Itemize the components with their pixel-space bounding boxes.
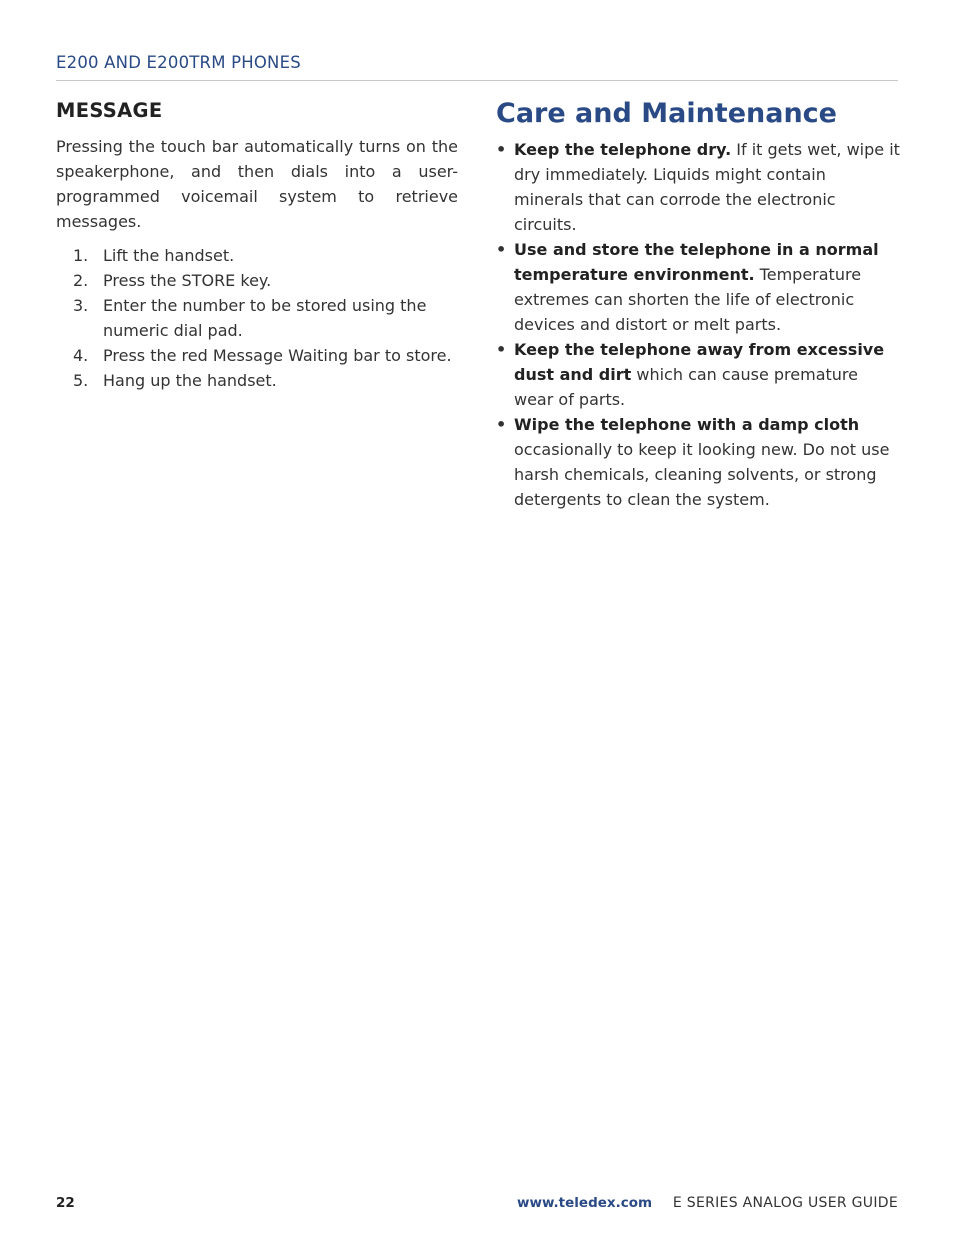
care-bullet-list (496, 137, 900, 512)
bullet-icon: • (496, 140, 507, 159)
header-divider (56, 80, 898, 81)
list-item (496, 237, 900, 337)
step-number: 4. (73, 346, 89, 365)
bullet-text: Temperature extremes can shorten the life of electronic devices and distort or melt parts. (514, 265, 862, 334)
message-intro: Pressing the touch bar automatically turns on the speakerphone, and then dials into a user-programmed voicemail system to retrieve messages. (56, 137, 458, 231)
care-heading: Care and Maintenance (496, 98, 837, 129)
step-number: 2. (73, 271, 89, 290)
bullet-text: If it gets wet, wipe it dry immediately. Liquids might contain minerals that can corrode the electronic circuits. (514, 140, 900, 234)
website-link[interactable]: www.teledex.com (517, 1195, 653, 1211)
list-item (56, 268, 458, 293)
list-item (496, 137, 900, 237)
message-steps-list (56, 243, 458, 393)
step-text: Press the STORE key. (103, 271, 272, 290)
bullet-icon: • (496, 240, 507, 259)
step-number: 1. (73, 246, 89, 265)
bullet-icon: • (496, 415, 507, 434)
list-item (56, 343, 458, 368)
bullet-lead: Wipe the telephone with a damp cloth (514, 415, 860, 434)
message-heading: MESSAGE (56, 99, 163, 122)
list-item (56, 293, 458, 343)
bullet-text: occasionally to keep it looking new. Do not use harsh chemicals, cleaning solvents, or strong detergents to clean the system. (514, 440, 890, 509)
step-text: Lift the handset. (103, 246, 235, 265)
message-section (56, 98, 458, 393)
bullet-text: which can cause premature wear of parts. (514, 365, 858, 409)
step-text: Hang up the handset. (103, 371, 277, 390)
bullet-icon: • (496, 340, 507, 359)
step-number: 5. (73, 371, 89, 390)
step-text: Press the red Message Waiting bar to store. (103, 346, 452, 365)
list-item (496, 337, 900, 412)
running-header: E200 AND E200TRM PHONES (56, 53, 301, 72)
list-item (56, 243, 458, 268)
page-number: 22 (56, 1195, 75, 1211)
bullet-lead: Use and store the telephone in a normal temperature environment. (514, 240, 879, 284)
step-text: Enter the number to be stored using the numeric dial pad. (103, 296, 427, 340)
guide-title: E SERIES ANALOG USER GUIDE (672, 1195, 898, 1211)
bullet-lead: Keep the telephone away from excessive dust and dirt (514, 340, 885, 384)
list-item (496, 412, 900, 512)
bullet-lead: Keep the telephone dry. (514, 140, 732, 159)
care-section (496, 97, 900, 512)
step-number: 3. (73, 296, 89, 315)
list-item (56, 368, 458, 393)
